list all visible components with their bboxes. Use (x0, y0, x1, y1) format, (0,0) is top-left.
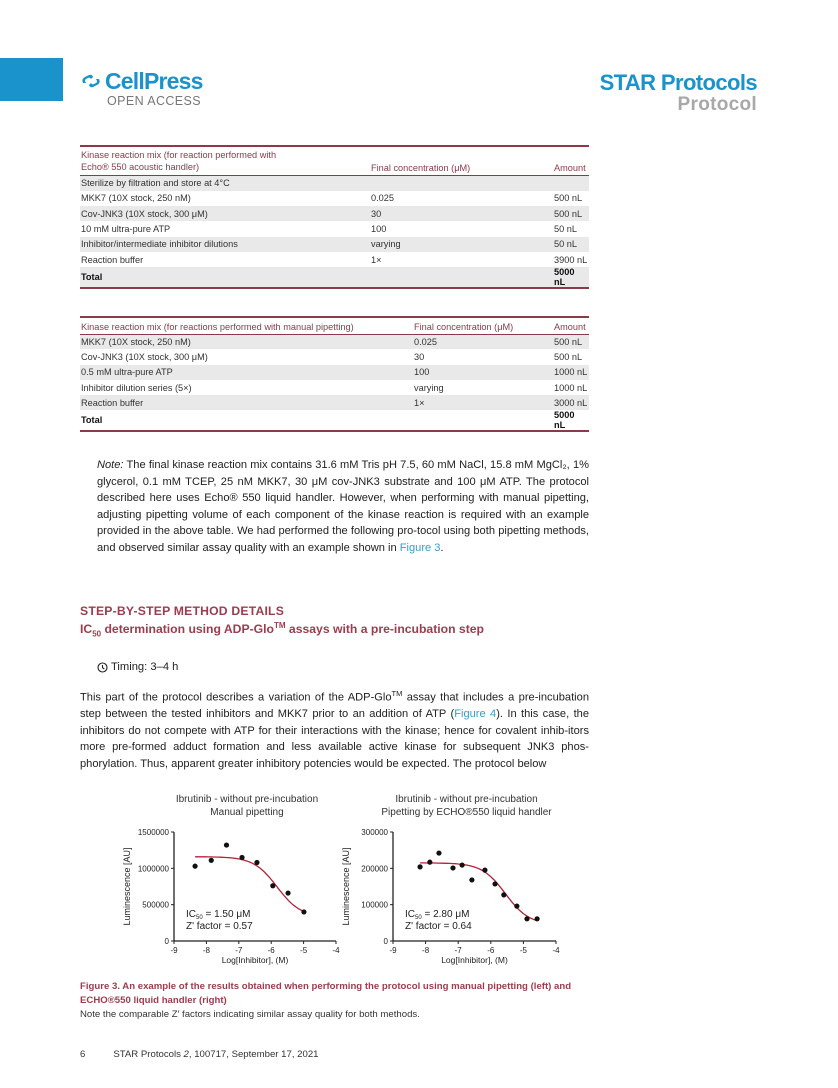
svg-text:-8: -8 (422, 946, 430, 955)
table-row (80, 334, 589, 349)
svg-text:IC50 = 1.50 μM: $IC_{50} = 1.50$ μM (186, 909, 251, 921)
table-cell: Cov-JNK3 (10X stock, 300 μM) (80, 206, 370, 221)
table-cell: varying (414, 382, 444, 393)
table-cell: Reaction buffer (80, 395, 413, 410)
svg-text:1500000: 1500000 (137, 828, 169, 837)
table-cell: 100 (413, 365, 553, 380)
table-cell: 3900 nL (554, 254, 588, 265)
svg-text:-6: -6 (267, 946, 275, 955)
table-row (80, 349, 589, 364)
table-header-cell: Final concentration (μM) (413, 317, 553, 334)
table-row (80, 365, 589, 380)
svg-text:100000: 100000 (361, 900, 388, 910)
article-type: Protocol (677, 94, 757, 115)
svg-text:Luminescence [AU]: Luminescence [AU] (122, 847, 132, 926)
table-cell: MKK7 (10X stock, 250 nM) (80, 334, 413, 349)
table-header-cell: Final concentration (μM) (370, 146, 553, 176)
table-cell: 500 nL (553, 206, 589, 221)
table-cell: 50 nL (553, 237, 589, 252)
svg-text:Ibrutinib - without pre-incuba: Ibrutinib - without pre-incubation (175, 794, 319, 805)
svg-text:Luminescence [AU]: Luminescence [AU] (341, 847, 351, 926)
svg-text:200000: 200000 (361, 864, 388, 874)
svg-text:Pipetting by ECHO®550 liquid h: Pipetting by ECHO®550 liquid handler (381, 807, 552, 818)
svg-text:-8: -8 (202, 946, 210, 955)
table-cell: 10 mM ultra-pure ATP (81, 224, 171, 235)
journal-title: STAR Protocols (599, 70, 757, 95)
table-cell: 5000 nL (554, 410, 575, 431)
caption-text: Note the comparable Z′ factors indicating similar assay quality for both methods. (80, 1009, 420, 1020)
table-header-row (80, 317, 589, 334)
table-cell: 30 (370, 206, 553, 221)
brand-tab (0, 58, 63, 101)
svg-text:-9: -9 (170, 946, 178, 955)
table-cell: 500 nL (554, 351, 583, 362)
svg-text:500000: 500000 (142, 900, 169, 910)
manual-reaction-mix-table (80, 316, 589, 432)
svg-text:-7: -7 (235, 946, 243, 955)
timing-text: Timing: 3–4 h (111, 661, 179, 673)
table-cell: 100 (371, 224, 387, 235)
svg-text:Log[Inhibitor], (M): Log[Inhibitor], (M) (441, 955, 508, 965)
table-cell: 1000 nL (554, 382, 588, 393)
table-header-cell: Kinase reaction mix (for reactions performed with manual pipetting) (80, 317, 413, 334)
svg-text:-6: -6 (487, 946, 495, 955)
table-cell: 1× (413, 395, 553, 410)
table-header-cell: Amount (553, 317, 589, 334)
dose-response-plot-right (325, 790, 575, 970)
page-footer (80, 1049, 319, 1060)
journal-masthead (600, 72, 757, 116)
table-row (80, 252, 589, 267)
chart-echo-handler (325, 790, 575, 975)
table-cell: 50 nL (554, 224, 577, 235)
table-cell: Reaction buffer (81, 254, 144, 265)
cellpress-logo-icon (80, 71, 102, 91)
figure-caption (80, 980, 600, 1022)
table-header-cell: Amount (553, 146, 589, 176)
echo-reaction-mix-table (80, 145, 589, 289)
subsection-title: $IC_{50}$ determination using ADP-Glo™ assays with a pre-incubation step (80, 621, 484, 639)
table-total-row (80, 410, 589, 431)
table-total-row (80, 267, 589, 288)
clock-icon (97, 662, 108, 673)
table-cell: 1000 nL (553, 365, 589, 380)
section-title: STEP-BY-STEP METHOD DETAILS (80, 604, 285, 618)
svg-text:-7: -7 (454, 946, 462, 955)
table-cell: Inhibitor dilution series (5×) (81, 382, 192, 393)
table-cell: Sterilize by filtration and store at 4°C (80, 176, 370, 191)
table-cell: 500 nL (553, 334, 589, 349)
table-header-row (80, 146, 589, 176)
table-row (80, 221, 589, 236)
table-cell: 5000 nL (553, 267, 589, 288)
publisher-name: CellPress (105, 68, 203, 94)
svg-text:-4: -4 (332, 946, 340, 955)
cellpress-logo (80, 70, 203, 108)
table-cell: 3000 nL (553, 395, 589, 410)
svg-text:Manual pipetting: Manual pipetting (210, 807, 284, 818)
table-cell: Total (81, 415, 103, 426)
svg-text:Z' factor = 0.64: Z' factor = 0.64 (405, 921, 472, 932)
svg-text:Log[Inhibitor], (M): Log[Inhibitor], (M) (221, 955, 289, 965)
page-number: 6 (80, 1049, 86, 1060)
table-cell: 30 (414, 351, 425, 362)
svg-text:-9: -9 (389, 946, 397, 955)
table-cell: 0.025 (371, 193, 394, 204)
table-cell: 0.5 mM ultra-pure ATP (80, 365, 413, 380)
timing-line (97, 661, 178, 673)
note-paragraph: Note: The final kinase reaction mix contains 31.6 mM Tris pH 7.5, 60 mM NaCl, 15.8 mM MgCl₂, 1% glycerol, 0.1 mM TCEP, 25 nM MKK7, 30 μM cov-JNK3 substrate and 100 μM ATP. The protocol described here uses Echo® 550 liquid handler. However, when performing with manual pipetting, adjusting pipetting volume of each component of the kinase reaction is required with an example provided in the above table. We had performed the following pro-tocol using both pipetting methods, and observed similar assay quality with an example shown in Figure 3. (97, 459, 589, 554)
table-cell: 1× (371, 254, 382, 265)
table-cell: 0.025 (413, 334, 553, 349)
table-row (80, 176, 589, 191)
table-cell: Cov-JNK3 (10X stock, 300 μM) (81, 351, 208, 362)
svg-text:-5: -5 (519, 946, 527, 955)
table-row (80, 206, 589, 221)
note-label: Note: (97, 459, 124, 471)
svg-text:-5: -5 (300, 946, 308, 955)
table-row (80, 237, 589, 252)
svg-text:-4: -4 (552, 946, 560, 955)
table-cell: 500 nL (554, 193, 583, 204)
svg-text:Ibrutinib - without pre-incuba: Ibrutinib - without pre-incubation (395, 794, 538, 805)
table-row (80, 191, 589, 206)
svg-text:Z' factor = 0.57: Z' factor = 0.57 (186, 921, 253, 932)
table-cell (370, 267, 553, 288)
svg-text:0: 0 (164, 937, 169, 946)
table-cell (413, 410, 553, 431)
figure-4-link[interactable]: Figure 4 (454, 708, 497, 721)
body-paragraph: This part of the protocol describes a variation of the ADP-Glo™ assay that includes a pre-incubation step between the tested inhibitors and MKK7 prior to an addition of ATP (Figure 4). In this case, the inhibitors do not compete with ATP for their interactions with the kinase; hence for covalent inhib-itors more pre-formed adduct formation and less available active kinase for subsequent JNK3 phos-phorylation. Thus, apparent greater inhibitory potencies would be expected. The protocol below (80, 689, 589, 770)
dose-response-plot-left (105, 790, 350, 970)
chart-manual-pipetting (105, 790, 350, 975)
table-cell: Total (80, 267, 370, 288)
table-row (80, 380, 589, 395)
svg-text:1000000: 1000000 (137, 864, 169, 874)
table-cell: varying (370, 237, 553, 252)
citation: STAR Protocols 2, 100717, September 17, 2021 (113, 1049, 319, 1060)
figure-3-link[interactable]: Figure 3 (399, 541, 441, 554)
open-access-label: OPEN ACCESS (107, 94, 202, 108)
table-cell: Inhibitor/intermediate inhibitor dilutions (80, 237, 370, 252)
svg-text:300000: 300000 (361, 828, 388, 837)
svg-text:IC50 = 2.80 μM: $IC_{50} = 2.80$ μM (405, 909, 470, 921)
table-row (80, 395, 589, 410)
svg-text:0: 0 (383, 937, 388, 946)
caption-title: Figure 3. An example of the results obtained when performing the protocol using manual pipetting (left) and ECHO®550 liquid handler (right) (80, 981, 572, 1006)
table-cell: MKK7 (10X stock, 250 nM) (81, 193, 191, 204)
table-header-cell: Kinase reaction mix (for reaction performed with Echo® 550 acoustic handler) (80, 146, 370, 176)
